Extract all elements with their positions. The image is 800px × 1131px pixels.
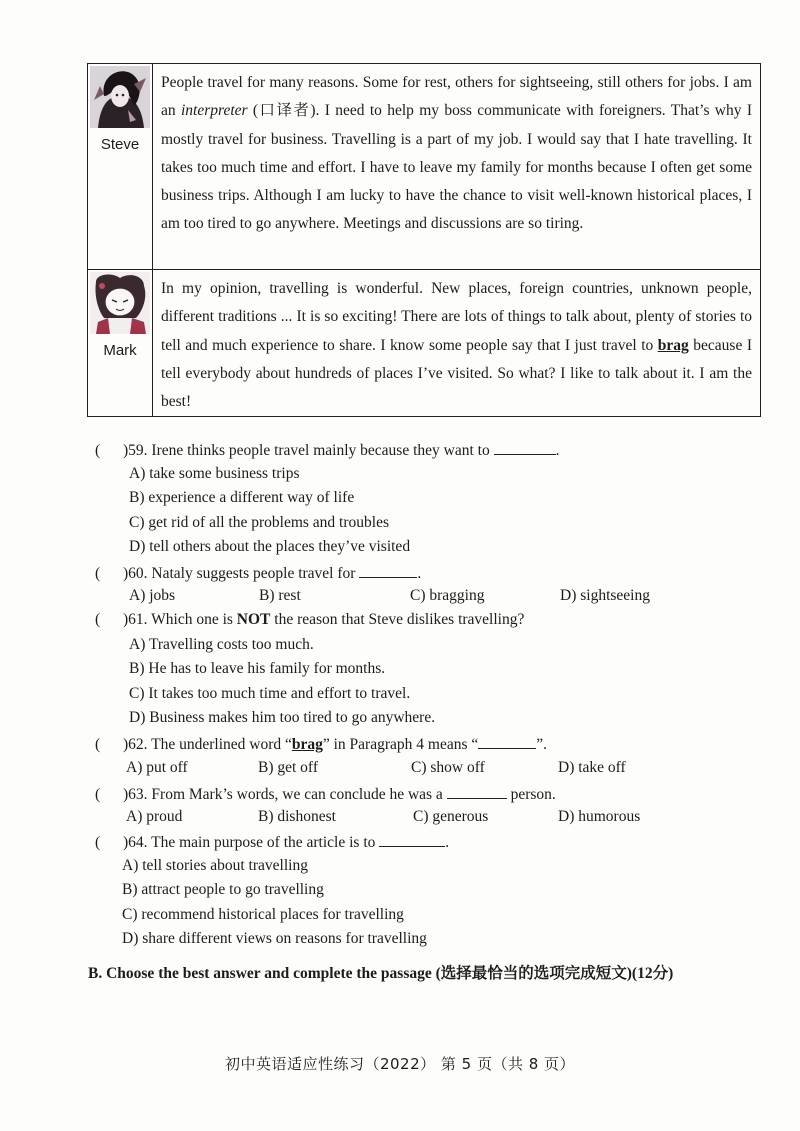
passage-table [87, 63, 761, 417]
speaker-name-steve: Steve [100, 136, 140, 153]
question-stem-mid: ” in Paragraph 4 means “ [322, 736, 479, 753]
page-footer: 初中英语适应性练习（2022） 第 5 页（共 8 页） [224, 1055, 576, 1073]
option-60-c[interactable]: C) bragging [410, 587, 485, 604]
option-64-c[interactable]: C) recommend historical places for travelling [122, 906, 404, 923]
option-63-b[interactable]: B) dishonest [258, 808, 336, 825]
question-stem: )63. From Mark’s words, we can conclude he was a [123, 786, 443, 803]
question-stem-end: the reason that Steve dislikes travelling? [270, 611, 525, 628]
option-62-a[interactable]: A) put off [126, 759, 188, 776]
question-end: ”. [536, 736, 548, 753]
option-62-d[interactable]: D) take off [558, 759, 626, 776]
steve-text-part2: (口译者). I need to help my boss communicate with foreigners. That’s why I mostly travel for business. Travelling is a part of my job. I would say that I hate travelling. It takes too much time and effort. I have to leave my family for months because I often get some business trips. Although I am lucky to have the chance to visit well-known historical places, I am too tired to go anywhere. Meetings and discussions are so tiring. [161, 102, 752, 233]
mark-text-part2: because I tell everybody about hundreds of places I’ve visited. So what? I like to talk about it. I am the best! [161, 336, 752, 411]
speaker-cell-steve [88, 64, 153, 269]
answer-paren: ( [95, 786, 101, 803]
question-end: . [417, 565, 422, 582]
option-61-a[interactable]: A) Travelling costs too much. [129, 636, 314, 653]
question-end: . [445, 834, 450, 851]
question-60 [95, 563, 421, 583]
option-64-d[interactable]: D) share different views on reasons for travelling [122, 930, 427, 947]
answer-paren: ( [95, 834, 101, 851]
option-59-a[interactable]: A) take some business trips [129, 465, 300, 482]
section-b-heading: B. Choose the best answer and complete the passage (选择最恰当的选项完成短文)(12分) [88, 965, 674, 982]
question-59 [95, 440, 559, 460]
passage-row-mark [88, 269, 760, 416]
question-stem: )60. Nataly suggests people travel for [123, 565, 356, 582]
question-62 [95, 734, 547, 754]
answer-blank[interactable] [478, 734, 536, 749]
option-61-d[interactable]: D) Business makes him too tired to go anywhere. [129, 709, 436, 726]
not-word: NOT [236, 611, 271, 628]
speaker-cell-mark [88, 270, 153, 416]
question-64 [95, 832, 449, 852]
answer-blank[interactable] [494, 440, 556, 455]
passage-row-steve [88, 64, 760, 269]
question-end: person. [510, 786, 556, 803]
option-62-b[interactable]: B) get off [258, 759, 318, 776]
speaker-name-mark: Mark [103, 342, 137, 359]
answer-blank[interactable] [359, 563, 417, 578]
option-60-d[interactable]: D) sightseeing [560, 587, 650, 604]
option-61-b[interactable]: B) He has to leave his family for months. [129, 660, 386, 677]
question-end: . [555, 442, 560, 459]
question-stem: )59. Irene thinks people travel mainly because they want to [123, 442, 490, 459]
mark-avatar-icon [90, 272, 150, 334]
interpreter-word: interpreter [180, 102, 248, 120]
option-63-c[interactable]: C) generous [413, 808, 489, 825]
answer-blank[interactable] [379, 832, 445, 847]
option-61-c[interactable]: C) It takes too much time and effort to travel. [129, 685, 411, 702]
option-59-d[interactable]: D) tell others about the places they’ve visited [129, 538, 411, 555]
option-64-b[interactable]: B) attract people to go travelling [122, 881, 324, 898]
steve-avatar-icon [90, 66, 150, 128]
option-60-a[interactable]: A) jobs [129, 587, 176, 604]
question-61 [95, 611, 524, 629]
answer-paren: ( [95, 565, 101, 582]
passage-mark [153, 270, 760, 416]
question-stem: )62. The underlined word “ [123, 736, 292, 753]
option-60-b[interactable]: B) rest [259, 587, 301, 604]
question-63 [95, 784, 556, 804]
answer-paren: ( [95, 736, 101, 753]
answer-blank[interactable] [447, 784, 507, 799]
answer-paren: ( [95, 442, 101, 459]
brag-word: brag [291, 736, 323, 753]
answer-paren: ( [95, 611, 101, 628]
option-59-b[interactable]: B) experience a different way of life [129, 489, 355, 506]
brag-word: brag [657, 336, 689, 354]
passage-steve [153, 64, 760, 269]
steve-text-part1: People travel for many reasons. Some for rest, others for sightseeing, still others for jobs. I am an [161, 74, 752, 120]
option-62-c[interactable]: C) show off [411, 759, 485, 776]
option-64-a[interactable]: A) tell stories about travelling [122, 857, 308, 874]
option-59-c[interactable]: C) get rid of all the problems and troubles [129, 514, 389, 531]
option-63-d[interactable]: D) humorous [558, 808, 641, 825]
question-stem: )64. The main purpose of the article is to [123, 834, 376, 851]
question-stem: )61. Which one is [123, 611, 237, 628]
mark-text-part1: In my opinion, travelling is wonderful. New places, foreign countries, unknown people, different traditions ... It is so exciting! There are lots of things to talk about, plenty of stories to tell and much experience to share. I know some people say that I just travel to [161, 280, 752, 354]
option-63-a[interactable]: A) proud [126, 808, 183, 825]
